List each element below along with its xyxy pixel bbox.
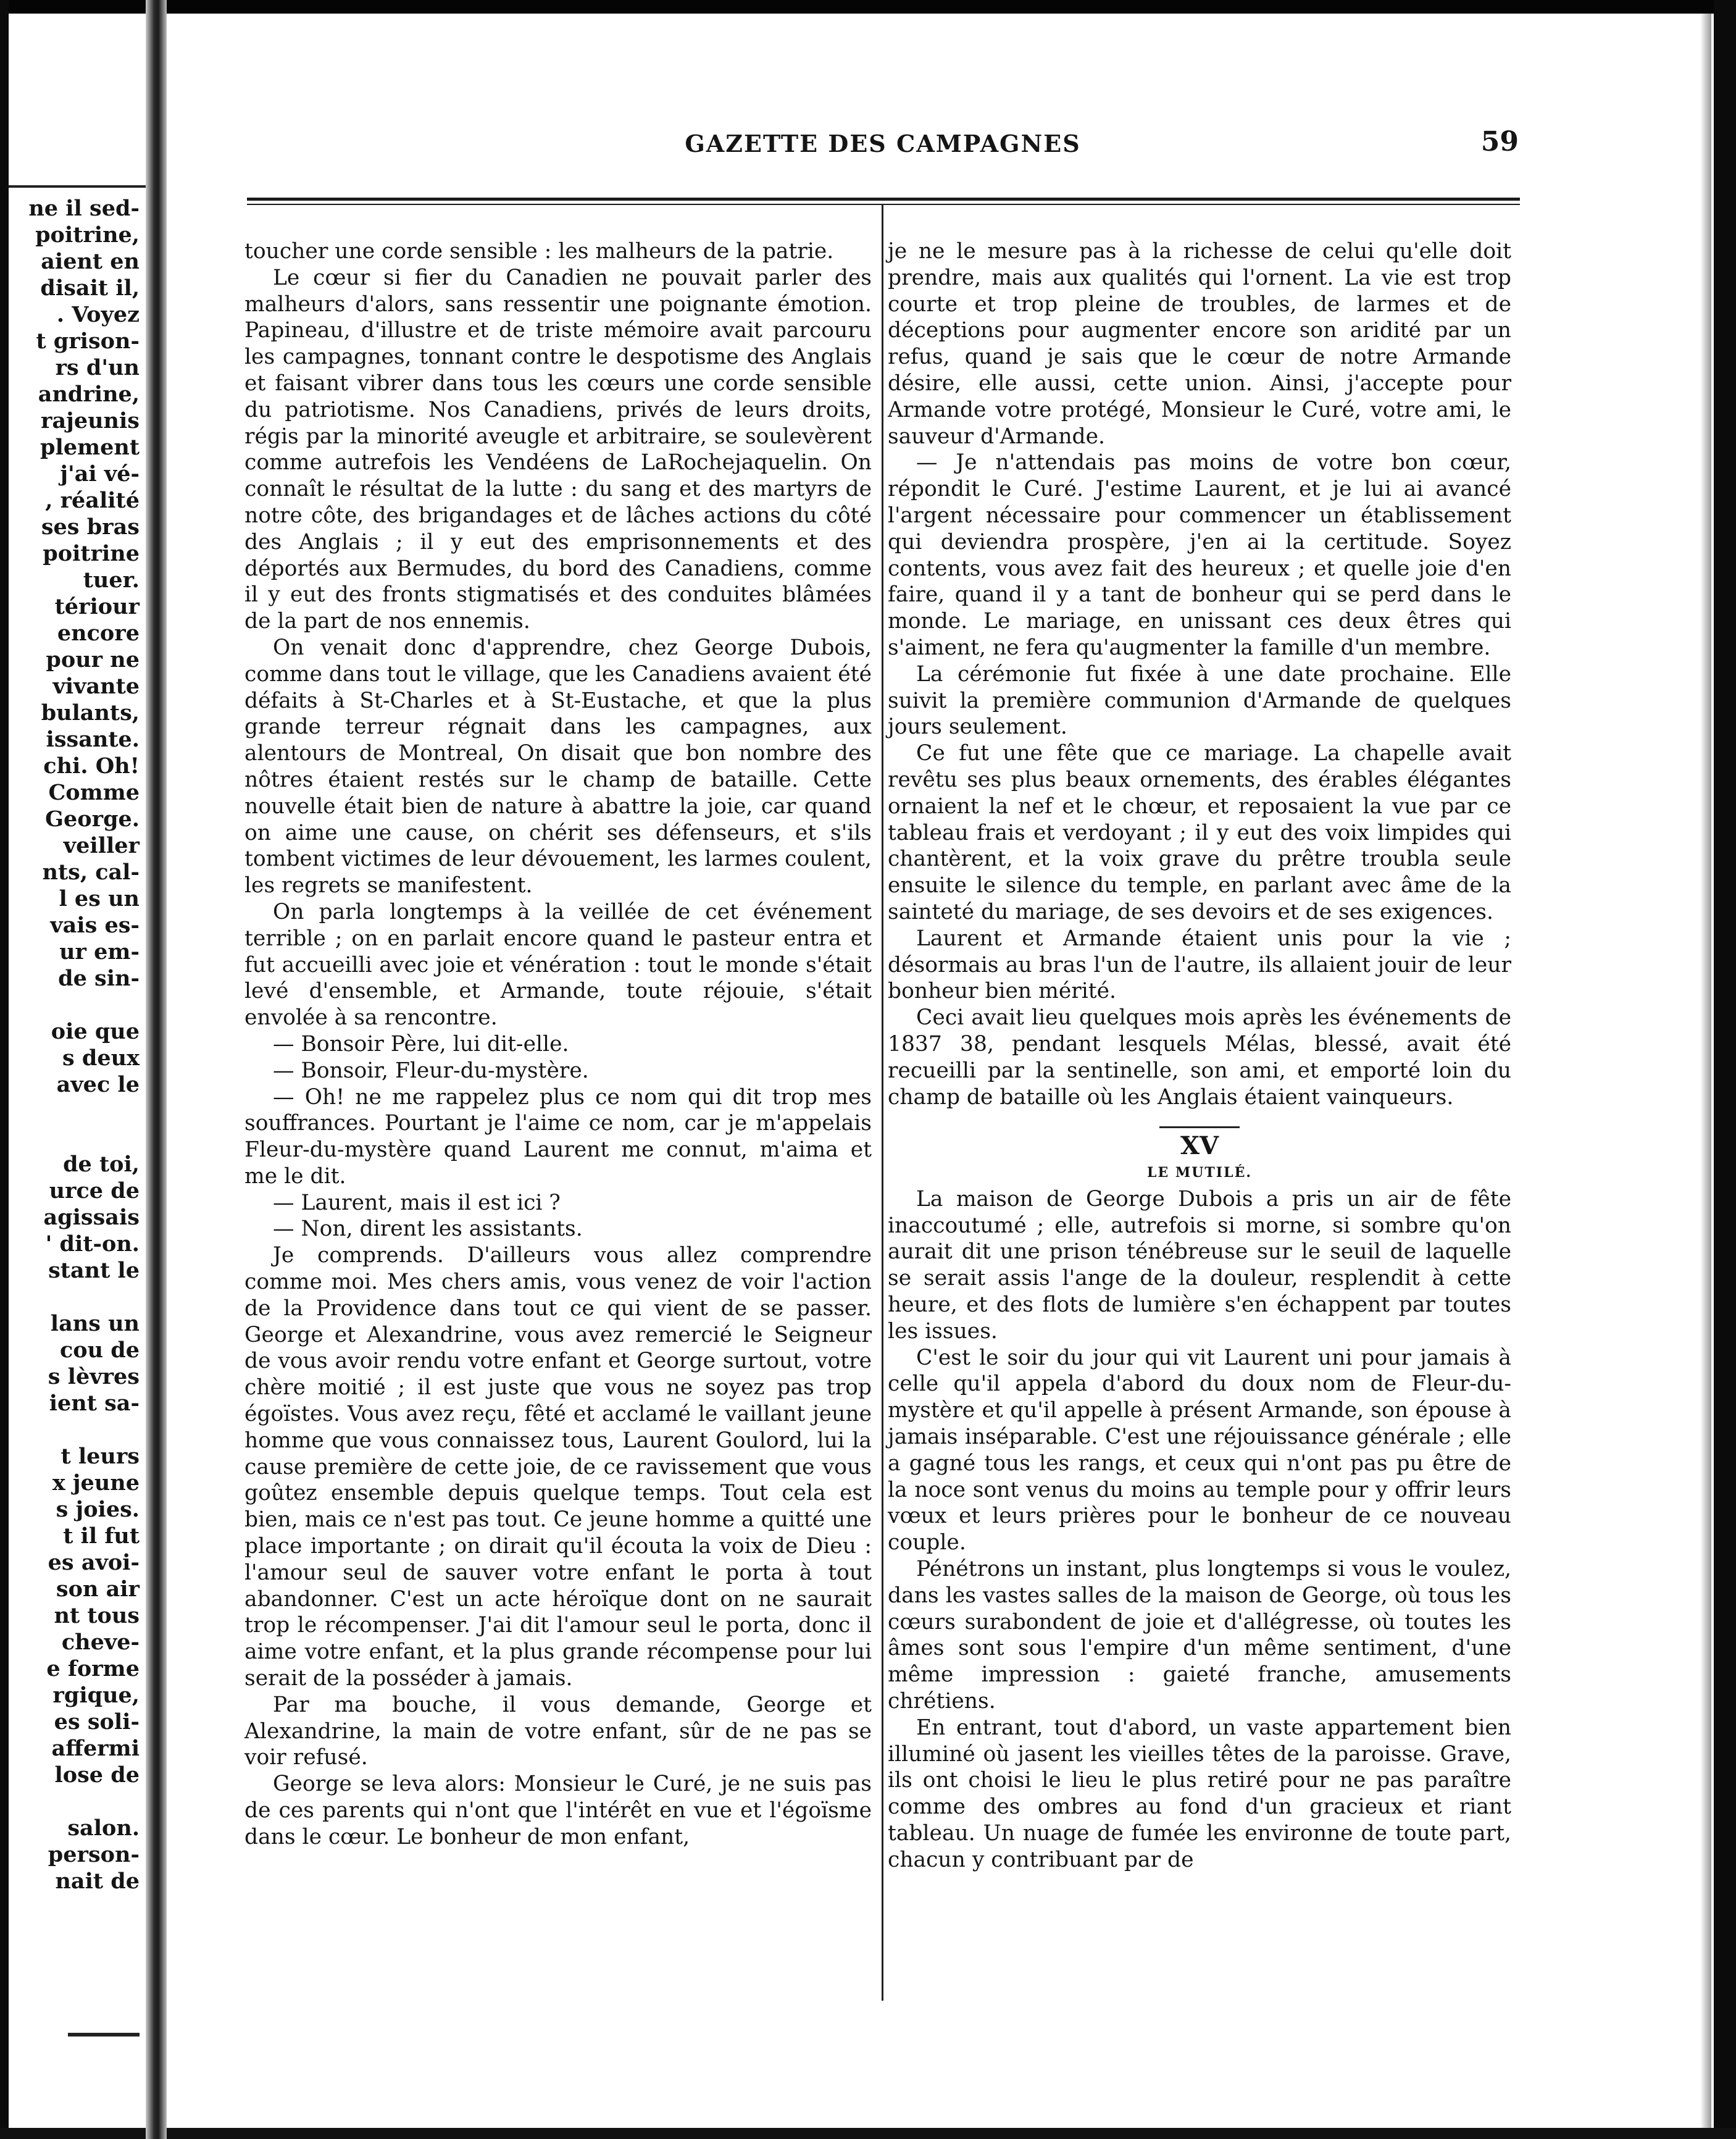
paragraph: Laurent et Armande étaient unis pour la vie ; désormais au bras l'un de l'autre, ils allaient jouir de leur bonheur bien mérité.: [888, 926, 1511, 1004]
left-fragment-line: [9, 1417, 143, 1443]
paragraph: — Oh! ne me rappelez plus ce nom qui dit trop mes souffrances. Pourtant je l'aime ce nom, car je m'appelais Fleur-du-mystère quand Laurent me connut, m'aima et me le dit.: [244, 1084, 872, 1189]
page-edge-shadow: [1700, 14, 1711, 2128]
left-fragment-line: ses bras: [41, 514, 140, 540]
paragraph: — Laurent, mais il est ici ?: [273, 1190, 561, 1215]
paragraph: — Non, dirent les assistants.: [273, 1216, 583, 1242]
left-fragment-line: stant le: [48, 1258, 140, 1283]
left-page-header-rule: [9, 185, 146, 188]
left-fragment-line: issante.: [46, 727, 140, 752]
left-fragment-line: vivante: [52, 674, 140, 699]
left-fragment-line: [9, 1098, 143, 1124]
paragraph: On venait donc d'apprendre, chez George Dubois, comme dans tout le village, que les Canadiens avaient été défaits à St-Charles et à St-Eustache, et que la plus grande terreur régnait dans les campagnes, aux alentours de Montreal, On disait que bon nombre des nôtres étaient restés sur le champ de bataille. Cette nouvelle était bien de nature à abattre la joie, car quand on aime une cause, on chérit ses défenseurs, et s'ils tombent victimes de leur dévouement, les larmes coulent, les regrets se manifestent.: [244, 635, 872, 898]
paragraph: Je comprends. D'ailleurs vous allez comprendre comme moi. Mes chers amis, vous venez de voir l'action de la Providence dans tout ce qui vient de se passer. George et Alexandrine, vous avez remercié le Seigneur de vous avoir rendu votre enfant et George surtout, votre chère moitié ; il est juste que vous ne soyez pas trop égoïstes. Vous avez reçu, fêté et acclamé le vaillant jeune homme que vous connaissez tous, Laurent Goulord, lui la cause première de cette joie, de ce ravissement que vous goûtez ensemble depuis quelque temps. Tout cela est bien, mais ce n'est pas tout. Ce jeune homme a quitté une place importante ; on dirait qu'il écouta la voix de Dieu : l'amour seul de sauver votre enfant le porta à tout abandonner. C'est un acte héroïque dont on ne saurait trop le récompenser. J'ai dit l'amour seul le porta, donc il aime votre enfant, et la plus grande récompense pour lui serait de la posséder à jamais.: [244, 1243, 872, 1691]
left-fragment-line: urce de: [49, 1178, 140, 1203]
left-page-fragment: [9, 195, 143, 2023]
header-rule-thin: [247, 204, 1520, 205]
paragraph: toucher une corde sensible : les malheurs de la patrie.: [244, 239, 834, 264]
left-fragment-line: [9, 992, 143, 1018]
left-fragment-line: lose de: [54, 1762, 140, 1788]
left-fragment-line: vais es-: [50, 913, 140, 938]
paragraph: La cérémonie fut fixée à une date prochaine. Elle suivit la première communion d'Armande de quelques jours seulement.: [888, 661, 1511, 740]
left-fragment-line: cou de: [59, 1337, 140, 1363]
paragraph: Ce fut une fête que ce mariage. La chapelle avait revêtu ses plus beaux ornements, des érables élégantes ornaient la nef et le chœur, et reposaient la vue par ce tableau frais et verdoyant ; il y eut des voix limpides qui chantèrent, et la voix grave du prêtre troubla seule ensuite le silence du temple, en parlant avec âme de la sainteté du mariage, de ses devoirs et de ses exigences.: [888, 741, 1511, 924]
paragraph: Pénétrons un instant, plus longtemps si vous le voulez, dans les vastes salles de la maison de George, où tous les cœurs surabondent de joie et d'allégresse, où toutes les âmes sont sous l'empire d'un même sentiment, d'une même impression : gaieté franche, amusements chrétiens.: [888, 1557, 1511, 1714]
left-fragment-line: s lèvres: [48, 1364, 140, 1389]
left-fragment-line: e forme: [46, 1656, 140, 1681]
left-fragment-line: oie que: [51, 1019, 140, 1044]
left-fragment-line: s joies.: [56, 1497, 140, 1522]
left-fragment-line: t leurs: [61, 1444, 140, 1469]
left-fragment-line: encore: [57, 621, 140, 646]
right-column: [888, 238, 1511, 1873]
left-fragment-line: es avoi-: [48, 1550, 140, 1575]
left-fragment-line: Comme: [48, 780, 140, 805]
left-fragment-line: George.: [45, 806, 140, 832]
left-fragment-line: tériour: [54, 594, 140, 619]
left-fragment-line: [9, 1124, 143, 1151]
right-column-lower: [888, 1186, 1511, 1873]
left-fragment-line: s deux: [62, 1045, 140, 1071]
paragraph: Par ma bouche, il vous demande, George et Alexandrine, la main de votre enfant, sûr de ne pas se voir refusé.: [244, 1692, 872, 1770]
left-fragment-line: ne il sed-: [28, 196, 140, 221]
left-fragment-line: rajeunis: [41, 408, 140, 433]
left-fragment-line: t il fut: [63, 1523, 140, 1549]
left-fragment-line: agissais: [43, 1205, 140, 1230]
left-column: [244, 238, 872, 1851]
left-fragment-line: x jeune: [52, 1470, 140, 1496]
paragraph: — Je n'attendais pas moins de votre bon cœur, répondit le Curé. J'estime Laurent, et je lui ai avancé l'argent nécessaire pour commencer un établissement qui deviendra prospère, j'en ai la certitude. Soyez contents, vous avez fait des heureux ; et quelle joie d'en faire, quand il y a tant de bonheur qui se perd dans le monde. Le mariage, en unissant ces deux êtres qui s'aiment, ne fera qu'augmenter la famille d'un membre.: [888, 450, 1511, 660]
left-fragment-line: pour ne: [46, 647, 140, 672]
right-column-upper: [888, 238, 1511, 1110]
left-fragment-line: disait il,: [40, 275, 140, 301]
book-spine-shadow: [146, 0, 167, 2139]
left-fragment-line: de sin-: [58, 966, 140, 991]
left-fragment-line: cheve-: [61, 1630, 140, 1655]
left-fragment-line: [9, 1788, 143, 1815]
left-fragment-line: son air: [56, 1576, 140, 1602]
scan-border-left: [0, 0, 9, 2139]
left-fragment-line: tuer.: [83, 567, 140, 593]
paragraph: — Bonsoir Père, lui dit-elle.: [273, 1031, 569, 1057]
left-fragment-line: nait de: [55, 1869, 140, 1894]
left-fragment-line: lans un: [50, 1311, 140, 1336]
left-fragment-line: rs d'un: [55, 355, 140, 380]
left-fragment-line: l es un: [59, 886, 140, 911]
left-fragment-line: ur em-: [59, 939, 140, 965]
left-fragment-line: nt tous: [54, 1603, 140, 1628]
left-fragment-line: t grison-: [36, 329, 140, 354]
left-fragment-line: salon.: [67, 1815, 140, 1841]
left-fragment-line: aient en: [41, 249, 140, 274]
left-fragment-line: . Voyez: [56, 302, 140, 327]
left-fragment-line: plement: [40, 435, 140, 460]
paragraph: En entrant, tout d'abord, un vaste appartement bien illuminé où jasent les vieilles têtes de la paroisse. Grave, ils ont choisi le lieu le plus retiré pour ne pas paraître comme des ombres au fond d'un gracieux et riant tableau. Un nuage de fumée les environne de toute part, chacun y contribuant par de: [888, 1715, 1511, 1872]
left-fragment-line: avec le: [56, 1072, 140, 1097]
scan-border-right: [1714, 0, 1736, 2139]
left-fragment-line: de toi,: [63, 1152, 140, 1177]
left-fragment-line: rgique,: [52, 1683, 140, 1708]
left-fragment-line: affermi: [51, 1736, 140, 1761]
left-fragment-line: , réalité: [45, 488, 140, 513]
running-title: GAZETTE DES CAMPAGNES: [685, 130, 1081, 157]
scan-border-bottom: [0, 2128, 1736, 2139]
left-fragment-line: poitrine: [43, 541, 140, 566]
section-number: XV: [1180, 1131, 1219, 1161]
left-fragment-line: nts, cal-: [42, 860, 140, 885]
scan-border-top: [0, 0, 1736, 14]
paragraph: — Bonsoir, Fleur-du-mystère.: [273, 1058, 589, 1083]
paragraph: Ceci avait lieu quelques mois après les événements de 1837 38, pendant lesquels Mélas, blessé, avait été recueilli par la sentinelle, son ami, et emporté loin du champ de bataille où les Anglais étaient vainqueurs.: [888, 1005, 1511, 1110]
left-fragment-line: ient sa-: [49, 1391, 140, 1416]
header-rule: [247, 198, 1520, 201]
paragraph: George se leva alors: Monsieur le Curé, je ne suis pas de ces parents qui n'ont que l'intérêt en vue et l'égoïsme dans le cœur. Le bonheur de mon enfant,: [244, 1772, 872, 1849]
left-page-bottom-rule: [68, 2033, 140, 2036]
left-fragment-line: chi. Oh!: [43, 753, 140, 779]
paragraph: On parla longtemps à la veillée de cet événement terrible ; on en parlait encore quand le pasteur entra et fut accueilli avec joie et vénération : tout le monde s'était levé d'ensemble, et Armande, toute réjouie, s'était envolée à sa rencontre.: [244, 899, 872, 1031]
left-fragment-line: person-: [48, 1842, 140, 1867]
left-fragment-line: j'ai vé-: [60, 461, 140, 487]
left-fragment-line: bulants,: [41, 700, 140, 726]
left-fragment-line: ' dit-on.: [45, 1231, 140, 1257]
left-fragment-line: es soli-: [54, 1709, 140, 1735]
column-divider: [882, 204, 883, 2001]
paragraph: C'est le soir du jour qui vit Laurent uni pour jamais à celle qu'il appela d'abord du doux nom de Fleur-du-mystère et qu'il appelle à présent Armande, son épouse à jamais inséparable. C'est une réjouissance générale ; elle a gagné tous les rangs, et ceux qui n'ont pas pu être de la noce sont venus du moins au temple pour y offrir leurs vœux et leurs prières pour le bonheur de ce nouveau couple.: [888, 1345, 1511, 1555]
paragraph: je ne le mesure pas à la richesse de celui qu'elle doit prendre, mais aux qualités qui l'ornent. La vie est trop courte et trop pleine de troubles, de larmes et de déceptions pour augmenter encore son aridité par un refus, quand je sais que le cœur de notre Armande désire, elle aussi, cette union. Ainsi, j'accepte pour Armande votre protégé, Monsieur le Curé, votre ami, le sauveur d'Armande.: [888, 239, 1511, 449]
left-fragment-line: veiller: [63, 833, 140, 858]
left-fragment-line: poitrine,: [35, 222, 140, 248]
paragraph: La maison de George Dubois a pris un air de fête inaccoutumé ; elle, autrefois si morne, si sombre qu'on aurait dit une prison ténébreuse sur le seuil de laquelle se serait assis l'ange de la douleur, resplendit à cette heure, et des flots de lumière s'en échappent par toutes les issues.: [888, 1186, 1511, 1344]
left-fragment-line: [9, 1284, 143, 1310]
page-number: 59: [1480, 126, 1519, 157]
page-header: [247, 126, 1520, 167]
section-title: LE MUTILÉ.: [1147, 1165, 1252, 1181]
left-fragment-line: andrine,: [38, 382, 140, 407]
section-rule: [1159, 1126, 1240, 1128]
paragraph: Le cœur si fier du Canadien ne pouvait parler des malheurs d'alors, sans ressentir une poignante émotion. Papineau, d'illustre et de triste mémoire avait parcouru les campagnes, tonnant contre le despotisme des Anglais et faisant vibrer dans tous les cœurs une corde sensible du patriotisme. Nos Canadiens, privés de leurs droits, régis par la minorité aveugle et arbitraire, se soulevèrent comme autrefois les Vendéens de LaRochejaquelin. On connaît le résultat de la lutte : du sang et des martyrs de notre côte, des brigandages et de lâches actions du côté des Anglais ; il y eut des emprisonnements et des déportés aux Bermudes, du bord des Canadiens, comme il y eut des fronts stigmatisés et des conduites blâmées de la part de nos ennemis.: [244, 265, 872, 634]
